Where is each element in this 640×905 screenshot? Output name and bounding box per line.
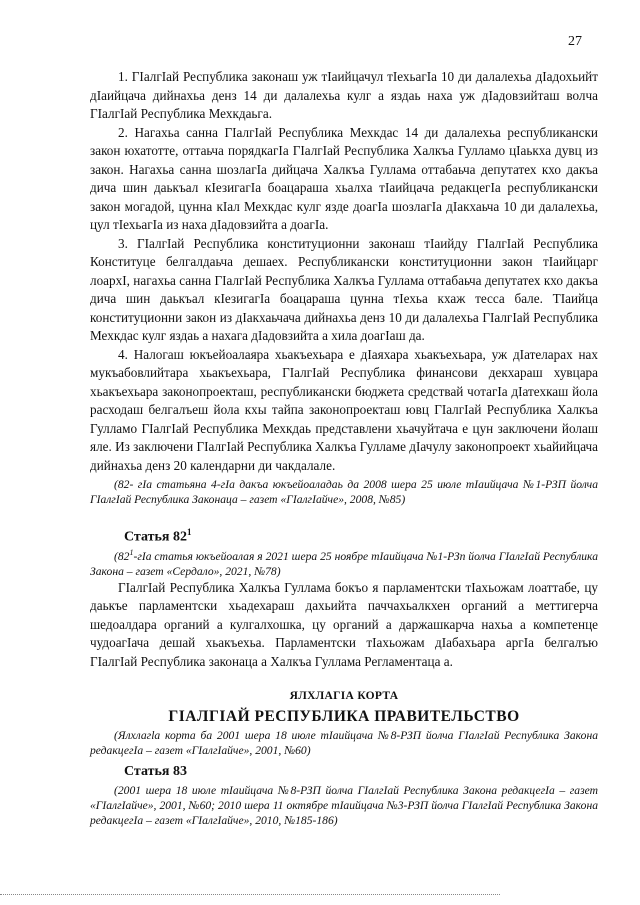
article-82-1-title-sup: 1: [186, 527, 192, 537]
page-number: 27: [568, 34, 582, 49]
amendment-note-82-1: [90, 549, 598, 579]
paragraph-4: 4. Налогаш юкъейоалаяра хьакъехьара е дӀаяхара хьакъехьара, уж дӀателарах нах мукъабовлийтара хьакъехьара, ГӀалгӀай Республика финансови декхараш хувцара хьакъехьара законопроекташ, республикански бюджета средствай чотагӀа дӀатехкаш йола расходаш белгалъеш йола кхы тайпа законопроекташ ювц ГӀалгӀай Республика Халкъа Гулламо ГӀалгӀай Республика Мехкдаь представлени хьачуйтача е цун заключени йолаш яле. Из заключени ГӀалгӀай Республика Халкъа Гулламе дӀачулу законопроект хьайийцача дийнахьа денз 20 календарни ди чакдалале.: [90, 346, 598, 473]
chapter-note: (Ялхлагӏа корта ба 2001 шера 18 июле тӀаийцача №8-РЗП йолча ГӀалгӀай Республика Закона редакцегӀа – газет «ГӀалгӀайче», 2001, №60): [90, 729, 598, 758]
amendment-note-82: (82- гӀа статьяна 4-гӀа дакъа юкъейоаладаь да 2008 шера 25 июле тӀаийцача №1-РЗП йолча ГӀалгӀай Республика Законаца – газет «ГӀалгӀайче», 2008, №85): [90, 478, 598, 506]
paragraph-3: 3. ГӀалгӀай Республика конституционни законаш тӀаийду ГӀалгӀай Республика Конституце белгалдаьча дешаех. Республикански конституционни закон тӀаийцарг лоархӀ, нагахьа санна ГӀалгӀай Республика Халкъа Гуллама оттабаьча депутатех кхо дакъа дича шин даькъал кӀезигагӀа боацараша цунна тӀехьа кхаж тесса бале. ТӀаийца конституционни закон из дӀакхаьчача дийнахьа денз 10 ди далалехьа ГӀалгӀай Республика Мехкдас кулг яздаь а нахага дӀадовзийта а хила доагӀаш да.: [90, 235, 598, 343]
document-body: [90, 68, 598, 828]
chapter-title: ГӀАЛГӀАЙ РЕСПУБЛИКА ПРАВИТЕЛЬСТВО: [168, 707, 520, 725]
article-82-1-heading: [124, 523, 598, 547]
paragraph-1: 1. ГӀалгӀай Республика законаш уж тӀаийцачул тӀехьагӀа 10 ди далалехьа дӀадохьийт дӀаийцача дийнахьа денз 14 ди далалехьа кулг а яздаь наха уж дӀадовзийташ волча ГӀалгӀай Республика Мехкдаьга.: [90, 69, 598, 121]
article-83-note: (2001 шера 18 июле тӀаийцача №8-РЗП йолча ГӀалгӀай Республика Закона редакцегӀа – газет «ГӀалгӀайче», 2001, №60; 2010 шера 11 октябре тӀаийцача №3-РЗП йолча ГӀалгӀай Республика Закона редакцегӀа – газет «ГӀалгӀайче», 2010, №185-186): [90, 784, 598, 828]
note-82-1-sup: 1: [129, 547, 134, 557]
article-82-1-text: ГӀалгӀай Республика Халкъа Гуллама бокъо я парламентски тӀахьожам лоаттабе, цу даькъе парламентски хьадехараш дахьийта паччахьалкхен органий а меттигерча шедоалдара органий а кулгалхошка, цу органий а даржашкарча нахьа а компетенце чудоагӀача дешай хьакъехьа. Парламентски тӀахьожам дӀабахьара аргӀа белгалъю ГӀалгӀай Республика законаца а Халкъа Гуллама Регламентаца а.: [90, 579, 598, 669]
article-83-heading: Статья 83: [124, 764, 187, 780]
paragraph-2: 2. Нагахьа санна ГӀалгӀай Республика Мехкдас 14 ди далалехьа республикански закон юхатотте, оттаьча порядкагӀа ГӀалгӀай Республика Халкъа Гулламо цӀаькха дувц из закон. Нагахьа санна шозлагӀа дийцача Халкъа Гуллама оттабаьча депутатех кхо дакъа дича шин даькъал кӀезигагӀа боацараша хьалха тӀаийцача редакцегӀа республикански закон могадой, цунна кӀал Мехкдас кулг язде доагӀа шозлагӀа дӀакхаьча 10 ди далалехьа, цул тӀехьагӀа из наха дӀадовзийта а доагӀа.: [90, 124, 598, 232]
chapter-label: ЯЛХЛАГӀА КОРТА: [289, 690, 399, 703]
note-82-1-prefix: (82: [114, 549, 130, 563]
article-82-1-title: Статья 82: [124, 529, 187, 545]
note-82-1-rest: -гӀа статья юкъейоалая я 2021 шера 25 ноябре тӀаийцача №1-РЗп йолча ГӀалгӀай Республика Закона – газет «Сердало», 2021, №78): [90, 549, 598, 578]
scan-edge-line: [0, 893, 500, 895]
